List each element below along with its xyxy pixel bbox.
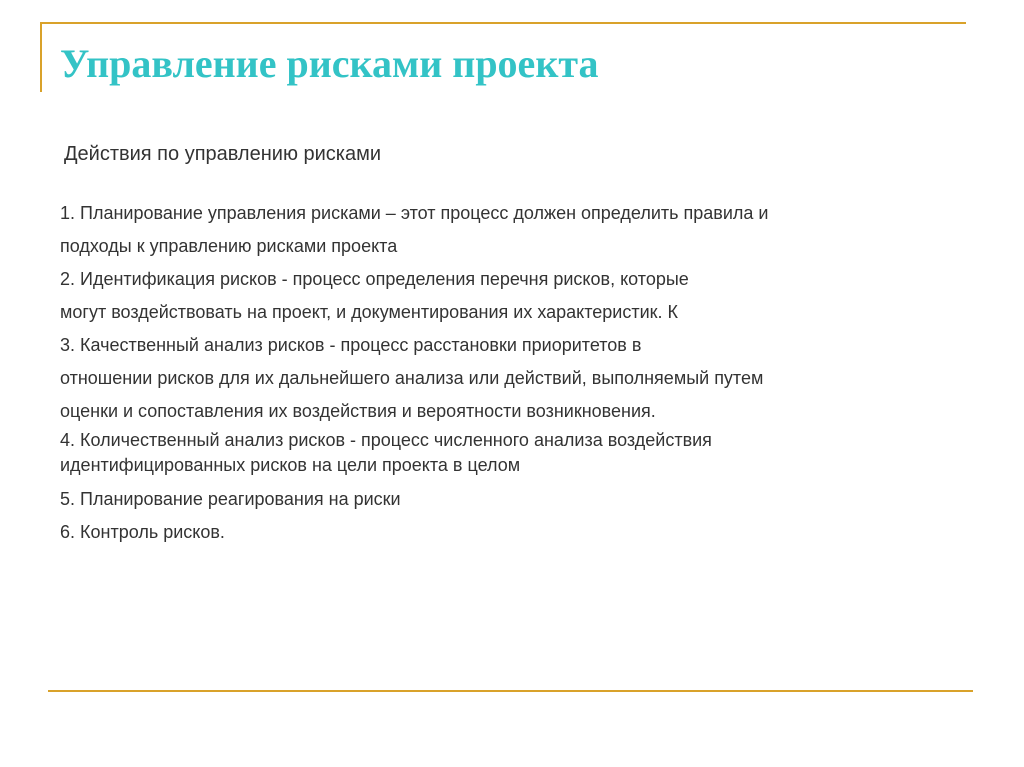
body-line: 1. Планирование управления рисками – этот процесс должен определить правила и [60,203,769,223]
body-line: 2. Идентификация рисков - процесс определения перечня рисков, которые [60,269,689,289]
body-line: идентифицированных рисков на цели проекта в целом [60,455,521,475]
body-line: подходы к управлению рисками проекта [60,236,398,256]
top-divider [40,22,966,24]
slide-title: Управление рисками проекта [60,41,599,86]
body-line: 6. Контроль рисков. [60,522,225,542]
body-line: могут воздействовать на проект, и документирования их характеристик. К [60,302,679,322]
slide-subtitle: Действия по управлению рисками [64,143,382,165]
body-line: 3. Качественный анализ рисков - процесс расстановки приоритетов в [60,335,642,355]
slide-body [60,197,980,549]
body-line: отношении рисков для их дальнейшего анализа или действий, выполняемый путем [60,368,764,388]
bottom-divider [48,690,973,692]
body-line: 4. Количественный анализ рисков - процесс численного анализа воздействия [60,430,712,450]
body-line: оценки и сопоставления их воздействия и вероятности возникновения. [60,401,656,421]
body-line: 5. Планирование реагирования на риски [60,489,401,509]
left-accent-line [40,22,42,92]
